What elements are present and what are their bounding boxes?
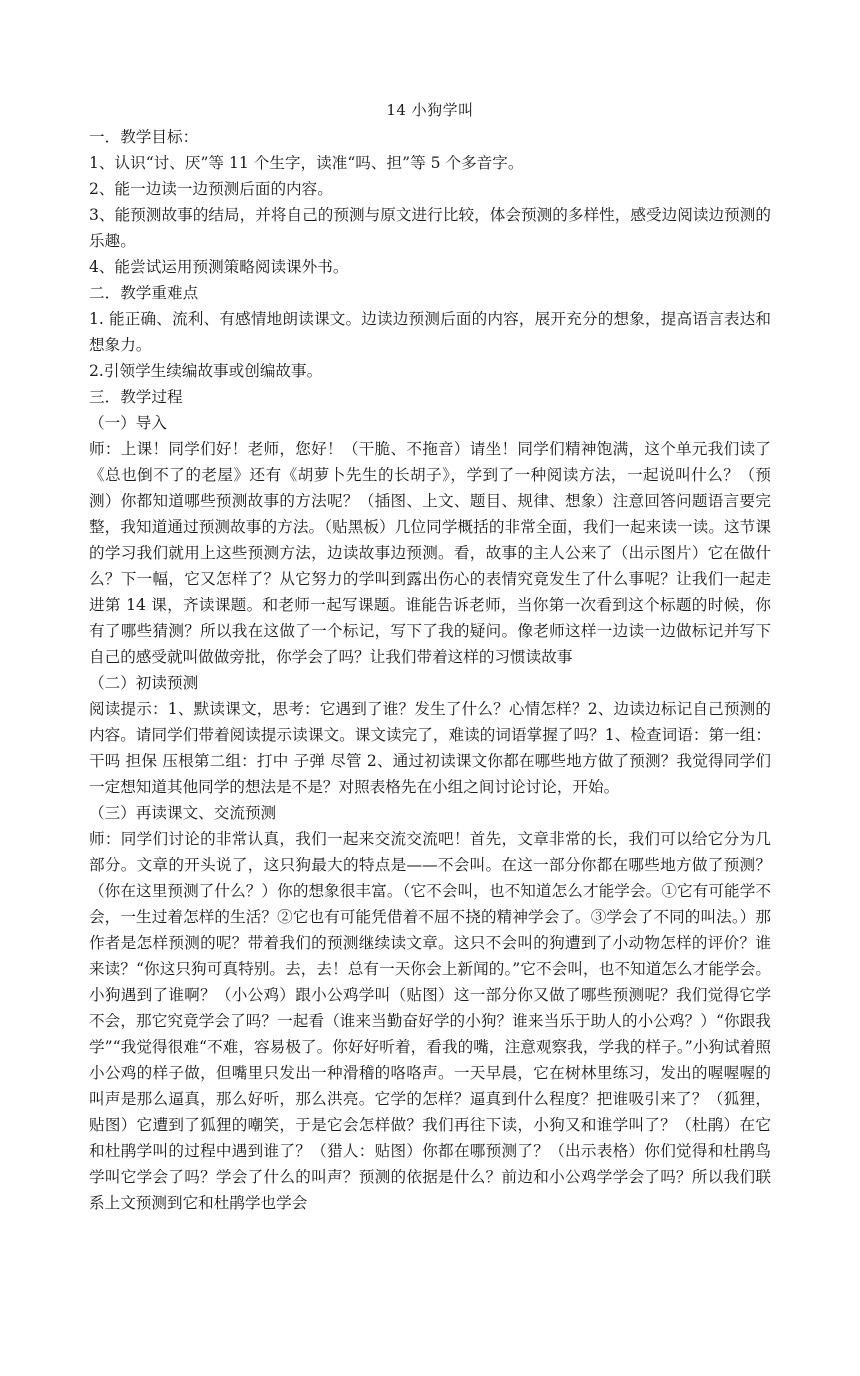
goal-item-2: 2、能一边读一边预测后面的内容。 <box>89 180 333 198</box>
subsection-heading-second-reading: （三）再读课文、交流预测 <box>89 804 277 822</box>
goal-item-1: 1、认识“讨、厌”等 11 个生字，读准“吗、担”等 5 个多音字。 <box>89 154 524 172</box>
section-heading-goals: 一．教学目标： <box>89 128 199 146</box>
document-title: 14 小狗学叫 <box>386 101 474 119</box>
goal-item-4: 4、能尝试运用预测策略阅读课外书。 <box>89 258 349 276</box>
key-point-item-1: 1. 能正确、流利、有感情地朗读课文。边读边预测后面的内容，展开充分的想象，提高语言表达和想象力。 <box>89 310 771 354</box>
document-page <box>89 98 771 1216</box>
section-heading-key-points: 二．教学重难点 <box>89 284 199 302</box>
first-reading-paragraph: 阅读提示：1、默读课文，思考：它遇到了谁？发生了什么？心情怎样？2、边读边标记自己预测的内容。请同学们带着阅读提示读课文。课文读完了，难读的词语掌握了吗？1、检查词语：第一组：干吗 担保 压根第二组：打中 子弹 尽管 2、通过初读课文你都在哪些地方做了预测？我觉得同学们一定想知道其他同学的想法是不是？对照表格先在小组之间讨论讨论，开始。 <box>89 700 771 796</box>
subsection-heading-intro: （一）导入 <box>89 414 167 432</box>
goal-item-3: 3、能预测故事的结局，并将自己的预测与原文进行比较，体会预测的多样性，感受边阅读边预测的乐趣。 <box>89 206 771 250</box>
intro-paragraph: 师：上课！同学们好！老师，您好！（干脆、不拖音）请坐！同学们精神饱满，这个单元我们读了《总也倒不了的老屋》还有《胡萝卜先生的长胡子》，学到了一种阅读方法，一起说叫什么？（预测）你都知道哪些预测故事的方法呢？（插图、上文、题目、规律、想象）注意回答问题语言要完整，我知道通过预测故事的方法。（贴黑板）几位同学概括的非常全面，我们一起来读一读。这节课的学习我们就用上这些预测方法，边读故事边预测。看，故事的主人公来了（出示图片）它在做什么？下一幅，它又怎样了？从它努力的学叫到露出伤心的表情究竟发生了什么事呢？让我们一起走进第 14 课，齐读课题。和老师一起写课题。谁能告诉老师，当你第一次看到这个标题的时候，你有了哪些猜测？所以我在这做了一个标记，写下了我的疑问。像老师这样一边读一边做标记并写下自己的感受就叫做做旁批，你学会了吗？让我们带着这样的习惯读故事 <box>89 440 771 666</box>
second-reading-paragraph: 师：同学们讨论的非常认真，我们一起来交流交流吧！首先，文章非常的长，我们可以给它分为几部分。文章的开头说了，这只狗最大的特点是——不会叫。在这一部分你都在哪些地方做了预测？（你在这里预测了什么？）你的想象很丰富。（它不会叫，也不知道怎么才能学会。①它有可能学不会，一生过着怎样的生活？②它也有可能凭借着不屈不挠的精神学会了。③学会了不同的叫法。）那作者是怎样预测的呢？带着我们的预测继续读文章。这只不会叫的狗遭到了小动物怎样的评价？谁来读？“你这只狗可真特别。去，去！总有一天你会上新闻的。”它不会叫，也不知道怎么才能学会。小狗遇到了谁啊？（小公鸡）跟小公鸡学叫（贴图）这一部分你又做了哪些预测呢？我们觉得它学不会，那它究竟学会了吗？一起看（谁来当勤奋好学的小狗？谁来当乐于助人的小公鸡？）“你跟我学”“我觉得很难“不难，容易极了。你好好听着，看我的嘴，注意观察我，学我的样子。”小狗试着照小公鸡的样子做，但嘴里只发出一种滑稽的咯咯声。一天早晨，它在树林里练习，发出的喔喔喔的叫声是那么逼真，那么好听，那么洪亮。它学的怎样？逼真到什么程度？把谁吸引来了？（狐狸，贴图）它遭到了狐狸的嘲笑，于是它会怎样做？我们再往下读，小狗又和谁学叫了？（杜鹃）在它和杜鹃学叫的过程中遇到谁了？（猎人：贴图）你都在哪预测了？（出示表格）你们觉得和杜鹃鸟学叫它学会了吗？学会了什么的叫声？预测的依据是什么？前边和小公鸡学学会了吗？所以我们联系上文预测到它和杜鹃学也学会 <box>89 830 771 1212</box>
subsection-heading-first-reading: （二）初读预测 <box>89 674 199 692</box>
section-heading-process: 三．教学过程 <box>89 388 183 406</box>
key-point-item-2: 2.引领学生续编故事或创编故事。 <box>89 362 323 380</box>
